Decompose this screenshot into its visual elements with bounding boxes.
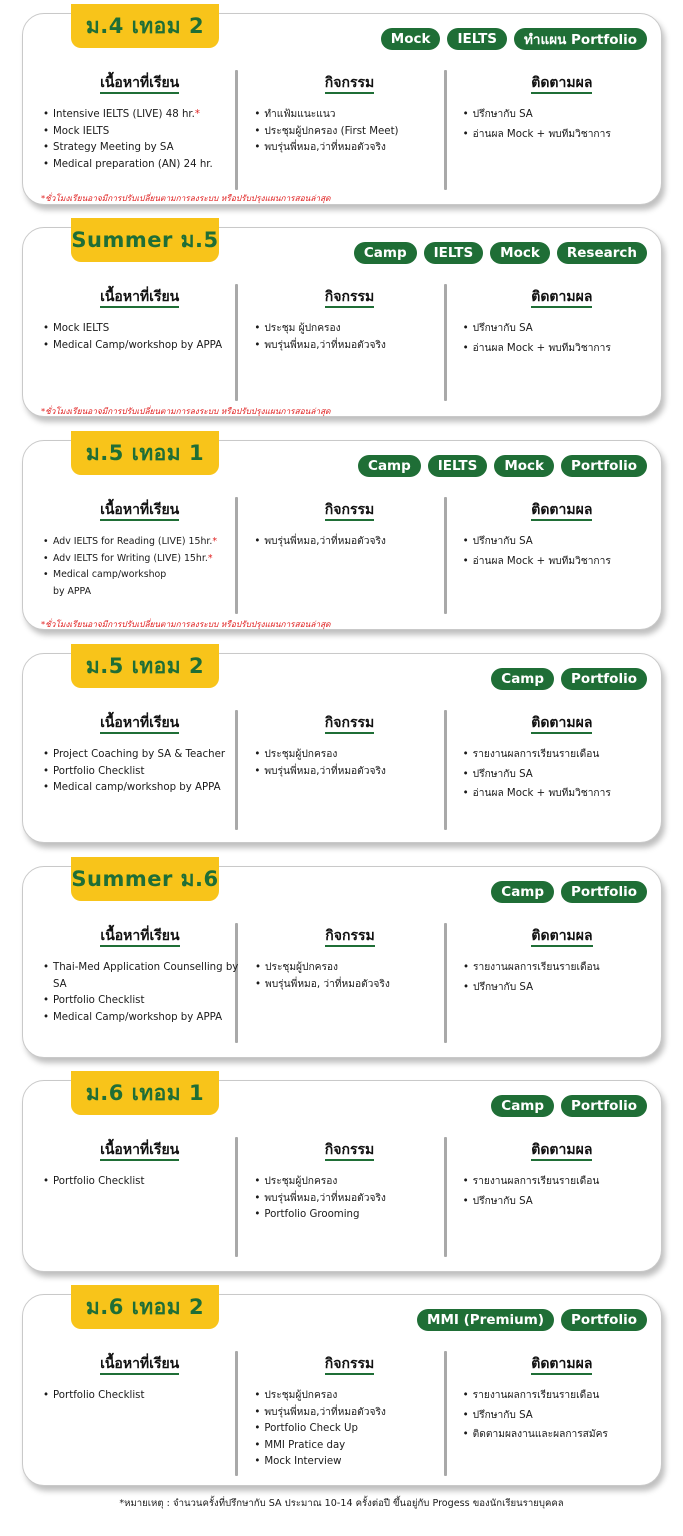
- content-heading: เนื้อหาที่เรียน: [100, 928, 179, 947]
- tracking-heading: ติดตามผล: [531, 289, 592, 308]
- term-card: [22, 227, 662, 417]
- tracking-item: • ปรึกษากับ SA: [463, 767, 661, 784]
- tracking-item: • รายงานผลการเรียนรายเดือน: [463, 1174, 661, 1191]
- tag-list: [491, 881, 647, 903]
- activity-heading: กิจกรรม: [325, 289, 374, 308]
- tag: Mock: [381, 28, 441, 50]
- activity-item: • พบรุ่นพี่หมอ, ว่าที่หมอตัวจริง: [255, 977, 445, 994]
- term-title: Summer ม.5: [71, 218, 219, 262]
- content-item: • Adv IELTS for Writing (LIVE) 15hr.*: [43, 551, 236, 568]
- tracking-column: [445, 712, 661, 806]
- content-item: • Strategy Meeting by SA: [43, 140, 236, 157]
- activity-item: • Portfolio Check Up: [254, 1421, 444, 1438]
- activity-item: • ประชุมผู้ปกครอง: [255, 960, 445, 977]
- activity-item: • พบรุ่นพี่หมอ,ว่าที่หมอตัวจริง: [254, 338, 444, 355]
- term-card: [22, 866, 662, 1058]
- content-column: [23, 1139, 236, 1224]
- content-heading: เนื้อหาที่เรียน: [100, 502, 179, 521]
- activity-item: • ประชุมผู้ปกครอง (First Meet): [254, 124, 444, 141]
- schedule-note: *ชั่วโมงเรียนอาจมีการปรับเปลี่ยนตามการลงระบบ หรือปรับปรุงแผนการสอนล่าสุด: [41, 193, 331, 203]
- tag-list: [358, 455, 647, 477]
- activity-item: • ประชุมผู้ปกครอง: [254, 1388, 444, 1405]
- tag: IELTS: [428, 455, 488, 477]
- content-heading: เนื้อหาที่เรียน: [100, 75, 179, 94]
- tracking-item: • ปรึกษากับ SA: [463, 534, 661, 551]
- term-card: [22, 653, 662, 843]
- tracking-column: [445, 1353, 661, 1471]
- tag-list: [354, 242, 647, 264]
- content-item: • Project Coaching by SA & Teacher: [43, 747, 236, 764]
- activity-item: • ทำแฟ้มแนะแนว: [254, 107, 444, 124]
- activity-heading: กิจกรรม: [325, 1356, 374, 1375]
- content-heading: เนื้อหาที่เรียน: [100, 289, 179, 308]
- tag-list: [491, 1095, 647, 1117]
- tracking-heading: ติดตามผล: [531, 502, 592, 521]
- tracking-item: • รายงานผลการเรียนรายเดือน: [463, 1388, 661, 1405]
- tag-list: [381, 28, 647, 50]
- tag: Portfolio: [561, 455, 647, 477]
- content-item: • Portfolio Checklist: [43, 1388, 236, 1405]
- activity-item: • ประชุม ผู้ปกครอง: [254, 321, 444, 338]
- tag: IELTS: [424, 242, 484, 264]
- tracking-item: • รายงานผลการเรียนรายเดือน: [463, 960, 661, 977]
- tracking-heading: ติดตามผล: [531, 1142, 592, 1161]
- activity-heading: กิจกรรม: [325, 502, 374, 521]
- tracking-item: • รายงานผลการเรียนรายเดือน: [463, 747, 661, 764]
- tracking-heading: ติดตามผล: [531, 928, 592, 947]
- tag: Camp: [354, 242, 417, 264]
- tag: Portfolio: [561, 881, 647, 903]
- tag: Portfolio: [561, 1309, 647, 1331]
- term-title: ม.6 เทอม 1: [71, 1071, 219, 1115]
- content-item: • Portfolio Checklist: [43, 1174, 236, 1191]
- tracking-item: • ปรึกษากับ SA: [463, 1408, 661, 1425]
- tracking-column: [445, 72, 661, 173]
- tracking-column: [445, 499, 661, 600]
- activity-column: [236, 1353, 444, 1471]
- tracking-heading: ติดตามผล: [531, 715, 592, 734]
- tracking-item: • ปรึกษากับ SA: [463, 1194, 661, 1211]
- term-card: [22, 13, 662, 205]
- schedule-note: *ชั่วโมงเรียนอาจมีการปรับเปลี่ยนตามการลงระบบ หรือปรับปรุงแผนการสอนล่าสุด: [41, 619, 331, 629]
- schedule-note: *ชั่วโมงเรียนอาจมีการปรับเปลี่ยนตามการลงระบบ หรือปรับปรุงแผนการสอนล่าสุด: [41, 406, 331, 416]
- content-item: • Medical Camp/workshop by APPA: [43, 1010, 237, 1027]
- content-item: • Mock IELTS: [43, 124, 236, 141]
- content-column: [23, 499, 236, 600]
- star-icon: *: [212, 536, 218, 547]
- content-item: • Adv IELTS for Reading (LIVE) 15hr.*: [43, 534, 236, 551]
- tracking-heading: ติดตามผล: [531, 1356, 592, 1375]
- tracking-item: • ปรึกษากับ SA: [463, 107, 661, 124]
- content-column: [23, 286, 236, 360]
- content-item: • Mock IELTS: [43, 321, 236, 338]
- term-card: [22, 440, 662, 630]
- tag: Camp: [358, 455, 421, 477]
- tag-list: [491, 668, 647, 690]
- tracking-item: • ปรึกษากับ SA: [463, 321, 661, 338]
- tag: Camp: [491, 1095, 554, 1117]
- tracking-heading: ติดตามผล: [531, 75, 592, 94]
- content-heading: เนื้อหาที่เรียน: [100, 1356, 179, 1375]
- content-item: • Thai-Med Application Counselling by SA: [43, 960, 243, 993]
- tracking-column: [445, 925, 661, 1026]
- tag: Mock: [494, 455, 554, 477]
- activity-item: • Mock Interview: [254, 1454, 444, 1471]
- content-item: • Medical Camp/workshop by APPA: [43, 338, 236, 355]
- tracking-item: • อ่านผล Mock + พบทีมวิชาการ: [463, 554, 661, 571]
- activity-item: • พบรุ่นพี่หมอ,ว่าที่หมอตัวจริง: [254, 534, 444, 551]
- activity-item: • พบรุ่นพี่หมอ,ว่าที่หมอตัวจริง: [254, 1191, 444, 1208]
- activity-item: • Portfolio Grooming: [254, 1207, 444, 1224]
- tag: Mock: [490, 242, 550, 264]
- content-heading: เนื้อหาที่เรียน: [100, 1142, 179, 1161]
- content-item: • Portfolio Checklist: [43, 993, 237, 1010]
- content-item: • Medical camp/workshop by APPA: [43, 780, 236, 797]
- activity-heading: กิจกรรม: [325, 928, 374, 947]
- tracking-item: • ติดตามผลงานและผลการสมัคร: [463, 1427, 661, 1444]
- tag: Camp: [491, 668, 554, 690]
- term-title: ม.4 เทอม 2: [71, 4, 219, 48]
- tag: IELTS: [447, 28, 507, 50]
- star-icon: *: [207, 552, 213, 564]
- tracking-column: [445, 286, 661, 360]
- content-item: • Intensive IELTS (LIVE) 48 hr.*: [43, 107, 236, 124]
- term-title: ม.5 เทอม 1: [71, 431, 219, 475]
- activity-heading: กิจกรรม: [325, 75, 374, 94]
- tracking-item: • อ่านผล Mock + พบทีมวิชาการ: [463, 786, 661, 803]
- content-item: • Medical camp/workshop by APPA: [43, 567, 173, 600]
- content-column: [23, 925, 237, 1026]
- activity-item: • ประชุมผู้ปกครอง: [254, 747, 444, 764]
- term-card: [22, 1080, 662, 1272]
- activity-column: [236, 1139, 444, 1224]
- activity-column: [236, 712, 444, 806]
- tag: ทำแผน Portfolio: [514, 28, 647, 50]
- activity-heading: กิจกรรม: [325, 1142, 374, 1161]
- tracking-item: • อ่านผล Mock + พบทีมวิชาการ: [463, 341, 661, 358]
- content-column: [23, 1353, 236, 1471]
- activity-item: • พบรุ่นพี่หมอ,ว่าที่หมอตัวจริง: [254, 764, 444, 781]
- term-title: Summer ม.6: [71, 857, 219, 901]
- activity-item: • ประชุมผู้ปกครอง: [254, 1174, 444, 1191]
- tag: Research: [557, 242, 647, 264]
- tag: Portfolio: [561, 1095, 647, 1117]
- activity-column: [236, 72, 444, 173]
- activity-item: • พบรุ่นพี่หมอ,ว่าที่หมอตัวจริง: [254, 1405, 444, 1422]
- content-item: • Medical preparation (AN) 24 hr.: [43, 157, 236, 174]
- activity-heading: กิจกรรม: [325, 715, 374, 734]
- activity-column: [237, 925, 445, 1026]
- tag: MMI (Premium): [417, 1309, 554, 1331]
- term-title: ม.6 เทอม 2: [71, 1285, 219, 1329]
- activity-column: [236, 286, 444, 360]
- tag-list: [417, 1309, 647, 1331]
- term-card: [22, 1294, 662, 1486]
- tracking-item: • ปรึกษากับ SA: [463, 980, 661, 997]
- star-icon: *: [194, 109, 201, 120]
- tag: Camp: [491, 881, 554, 903]
- footer-note: *หมายเหตุ : จำนวนครั้งที่ปรึกษากับ SA ประมาณ 10-14 ครั้งต่อปี ขึ้นอยู่กับ Progess ของนักเรียนรายบุคคล: [119, 1498, 564, 1509]
- content-item: • Portfolio Checklist: [43, 764, 236, 781]
- term-title: ม.5 เทอม 2: [71, 644, 219, 688]
- tracking-column: [445, 1139, 661, 1224]
- activity-column: [236, 499, 444, 600]
- content-column: [23, 72, 236, 173]
- activity-item: • พบรุ่นพี่หมอ,ว่าที่หมอตัวจริง: [254, 140, 444, 157]
- tracking-item: • อ่านผล Mock + พบทีมวิชาการ: [463, 127, 661, 144]
- content-column: [23, 712, 236, 806]
- activity-item: • MMI Pratice day: [254, 1438, 444, 1455]
- tag: Portfolio: [561, 668, 647, 690]
- content-heading: เนื้อหาที่เรียน: [100, 715, 179, 734]
